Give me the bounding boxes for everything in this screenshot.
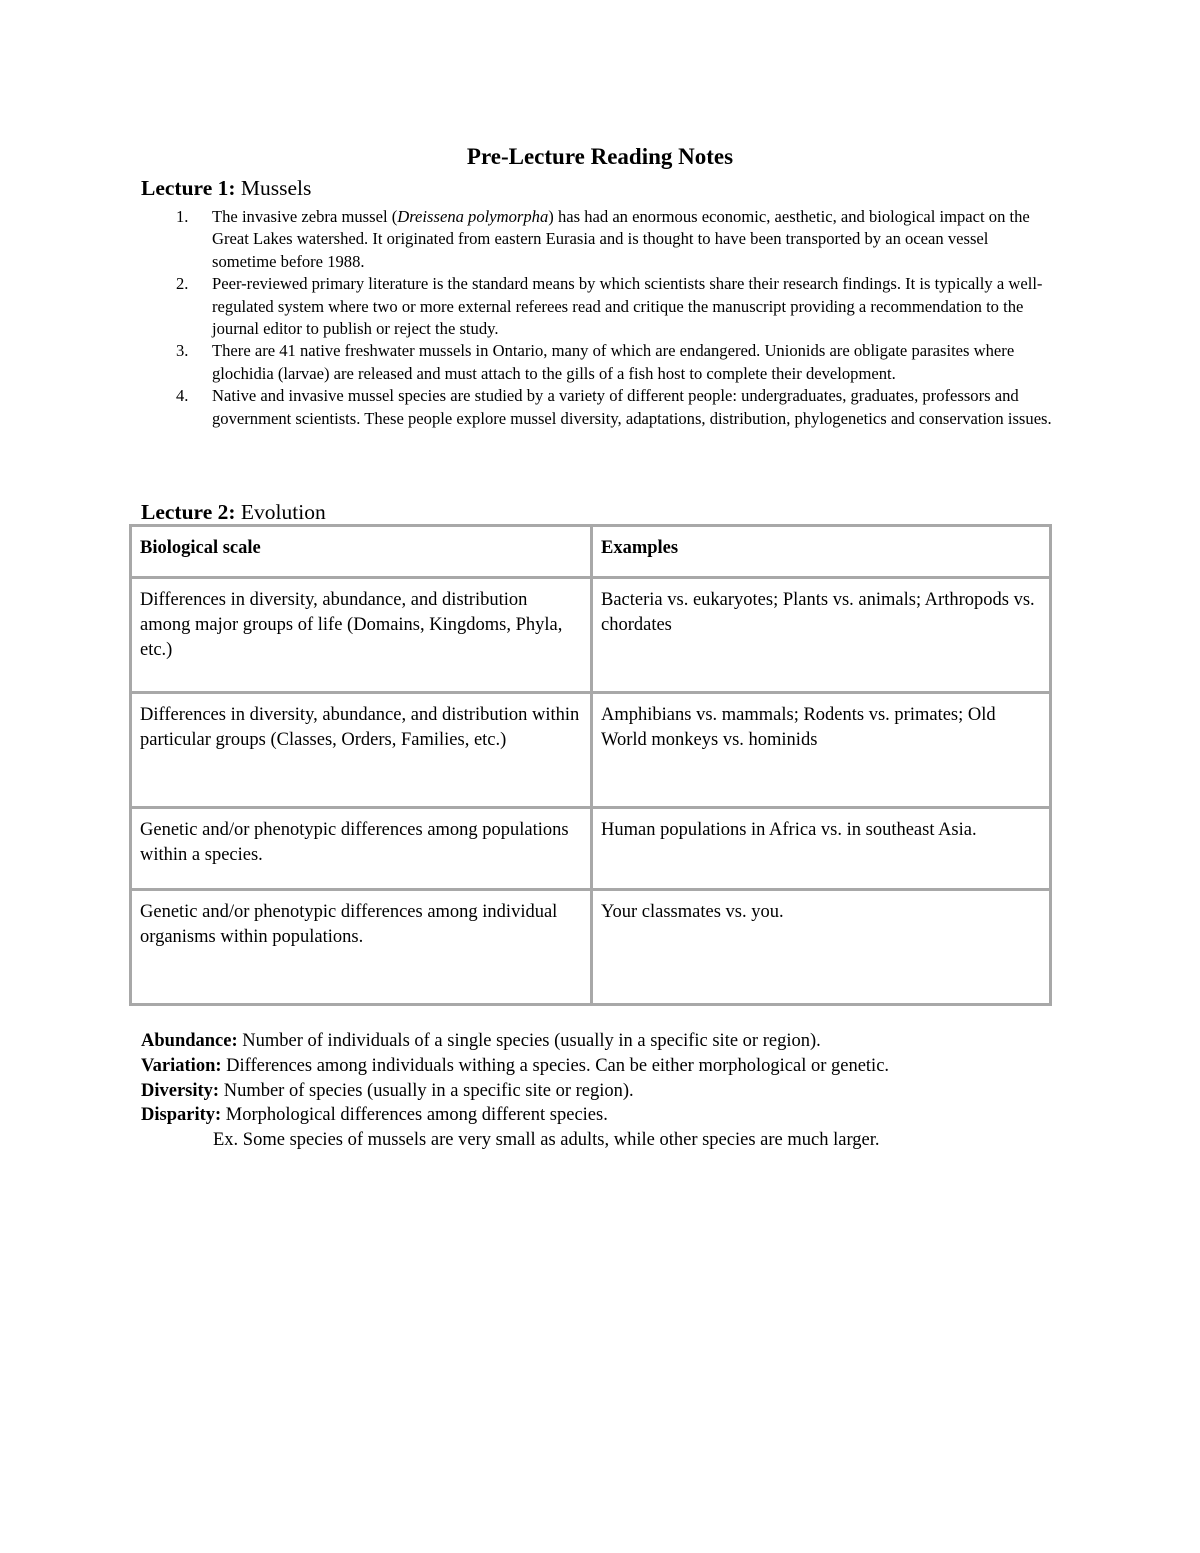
- list-item-text: Native and invasive mussel species are studied by a variety of different people: undergraduates, graduates, professors and government scientists. These people explore mussel diversity, adaptations, distribution, phylogenetics and conservation issues.: [212, 386, 1052, 428]
- definition-abundance: [141, 1029, 1081, 1054]
- table-cell-scale: Genetic and/or phenotypic differences among populations within a species.: [131, 808, 592, 890]
- definition-variation: [141, 1054, 1081, 1079]
- lecture-2-topic: Evolution: [240, 500, 326, 524]
- definition-diversity: [141, 1079, 1081, 1104]
- definition-term: Disparity:: [141, 1105, 222, 1126]
- table-cell-example: Amphibians vs. mammals; Rodents vs. primates; Old World monkeys vs. hominids: [592, 693, 1051, 808]
- definition-term: Variation:: [141, 1055, 222, 1076]
- list-item-number: 4.: [176, 386, 189, 406]
- list-item-number: 3.: [176, 341, 189, 361]
- lecture-1-label: Lecture 1:: [141, 176, 236, 200]
- list-item: [176, 206, 1056, 273]
- list-item: [176, 340, 1056, 385]
- table-cell-scale: Differences in diversity, abundance, and distribution among major groups of life (Domains, Kingdoms, Phyla, etc.): [131, 578, 592, 693]
- table-header-row: [131, 526, 1051, 578]
- table-row: [131, 693, 1051, 808]
- evolution-table: [129, 524, 1052, 1006]
- list-item: [176, 385, 1056, 430]
- list-item-text: There are 41 native freshwater mussels in Ontario, many of which are endangered. Unionids are obligate parasites where glochidia (larvae) are released and must attach to the gills of a fish host to complete their development.: [212, 341, 1015, 383]
- table-row: [131, 808, 1051, 890]
- definition-text: Morphological differences among different species.: [221, 1105, 608, 1126]
- table-cell-scale: Differences in diversity, abundance, and distribution within particular groups (Classes, Orders, Families, etc.): [131, 693, 592, 808]
- list-item-number: 1.: [176, 207, 189, 226]
- definition-text: Number of species (usually in a specific site or region).: [219, 1080, 634, 1101]
- table-cell-example: Your classmates vs. you.: [592, 890, 1051, 1005]
- table-cell-scale: Genetic and/or phenotypic differences among individual organisms within populations.: [131, 890, 592, 1005]
- list-item-text-start: The invasive zebra mussel (: [212, 207, 398, 226]
- disparity-example: Ex. Some species of mussels are very small as adults, while other species are much larger.: [213, 1130, 880, 1151]
- lecture-2-heading: [141, 497, 326, 527]
- definition-disparity: [141, 1103, 1081, 1128]
- definition-text: Differences among individuals withing a species. Can be either morphological or genetic.: [221, 1055, 890, 1076]
- list-item-text: Peer-reviewed primary literature is the standard means by which scientists share their research findings. It is typically a well-regulated system where two or more external referees read and critique the manuscript providing a recommendation to the journal editor to publish or reject the study.: [212, 274, 1043, 339]
- table-cell-example: Bacteria vs. eukaryotes; Plants vs. animals; Arthropods vs. chordates: [592, 578, 1051, 693]
- lecture-1-topic: Mussels: [240, 176, 312, 200]
- lecture-1-heading: [141, 173, 311, 203]
- definitions-block: [141, 1029, 1081, 1153]
- lecture-2-label: Lecture 2:: [141, 500, 236, 524]
- species-name: Dreissena polymorpha: [397, 207, 549, 226]
- list-item-number: 2.: [176, 274, 189, 294]
- table-cell-example: Human populations in Africa vs. in southeast Asia.: [592, 808, 1051, 890]
- definition-text: Number of individuals of a single species (usually in a specific site or region).: [237, 1031, 821, 1051]
- table-row: [131, 890, 1051, 1005]
- list-item: [176, 273, 1056, 340]
- definition-term: Abundance:: [141, 1031, 238, 1051]
- list-item-text-end: ) has had an enormous economic, aesthetic, and biological impact on the Great Lakes watershed. It originated from eastern Eurasia and is thought to have been transported by an ocean vessel sometime before 1988.: [212, 207, 1030, 271]
- table-header-scale: Biological scale: [131, 526, 592, 578]
- table-header-examples: Examples: [592, 526, 1051, 578]
- table-row: [131, 578, 1051, 693]
- lecture-1-list: [176, 206, 1056, 430]
- definition-term: Diversity:: [141, 1080, 220, 1101]
- page-title: Pre-Lecture Reading Notes: [466, 144, 734, 169]
